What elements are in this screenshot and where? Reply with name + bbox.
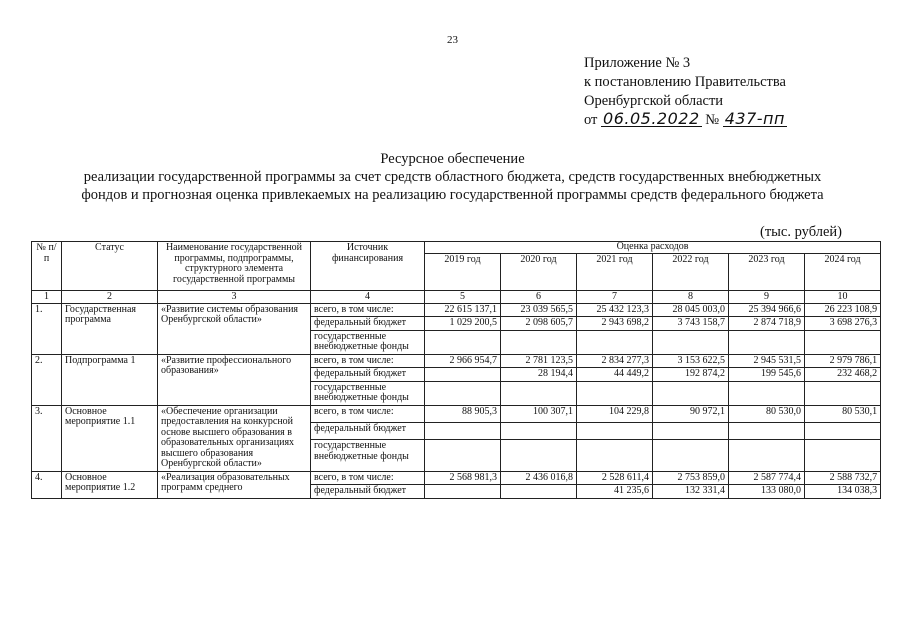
- row-num: 2.: [32, 354, 62, 405]
- row-source: федеральный бюджет: [311, 422, 425, 439]
- row-value: 133 080,0: [729, 485, 805, 499]
- row-value: 22 615 137,1: [425, 303, 501, 317]
- row-value: [425, 440, 501, 471]
- row-source: федеральный бюджет: [311, 368, 425, 382]
- row-source: федеральный бюджет: [311, 485, 425, 499]
- row-value: 44 449,2: [577, 368, 653, 382]
- appendix-block: [584, 54, 787, 130]
- row-source: всего, в том числе:: [311, 354, 425, 368]
- row-value: 2 781 123,5: [501, 354, 577, 368]
- row-value: 2 874 718,9: [729, 317, 805, 331]
- table-row: [32, 303, 881, 317]
- row-value: [729, 440, 805, 471]
- row-value: [501, 381, 577, 405]
- row-num: 3.: [32, 405, 62, 471]
- row-value: 88 905,3: [425, 405, 501, 422]
- column-index: 5: [425, 290, 501, 303]
- row-source: государственные внебюджетные фонды: [311, 330, 425, 354]
- row-value: [805, 330, 881, 354]
- header-year: 2024 год: [805, 253, 881, 290]
- row-value: 2 436 016,8: [501, 471, 577, 485]
- title-line-2: реализации государственной программы за счет средств областного бюджета, средств государственных внебюджетных: [83, 169, 822, 185]
- row-value: [501, 330, 577, 354]
- header-year: 2022 год: [653, 253, 729, 290]
- column-index: 1: [32, 290, 62, 303]
- row-value: [805, 422, 881, 439]
- header-row: [32, 242, 881, 254]
- column-index: 10: [805, 290, 881, 303]
- row-source: государственные внебюджетные фонды: [311, 440, 425, 471]
- row-name: «Обеспечение организации предоставления на конкурсной основе высшего образования в образовательных организациях высшего образования Оренбургской области»: [158, 405, 311, 471]
- row-value: 132 331,4: [653, 485, 729, 499]
- column-index: 2: [62, 290, 158, 303]
- row-value: 3 698 276,3: [805, 317, 881, 331]
- row-value: [425, 330, 501, 354]
- row-value: 2 753 859,0: [653, 471, 729, 485]
- row-value: 134 038,3: [805, 485, 881, 499]
- row-value: [653, 330, 729, 354]
- header-name: Наименование государственной программы, подпрограммы, структурного элемента государственной программы: [158, 242, 311, 291]
- row-value: 90 972,1: [653, 405, 729, 422]
- column-index: 7: [577, 290, 653, 303]
- row-value: 2 587 774,4: [729, 471, 805, 485]
- row-value: [425, 485, 501, 499]
- row-value: [729, 330, 805, 354]
- header-estimate: Оценка расходов: [425, 242, 881, 254]
- row-value: [805, 440, 881, 471]
- row-source: всего, в том числе:: [311, 405, 425, 422]
- row-status: Основное мероприятие 1.1: [62, 405, 158, 471]
- header-year: 2020 год: [501, 253, 577, 290]
- row-source: всего, в том числе:: [311, 303, 425, 317]
- document-title: [40, 150, 865, 204]
- row-value: 2 943 698,2: [577, 317, 653, 331]
- budget-table: [31, 241, 881, 499]
- row-value: [577, 440, 653, 471]
- row-value: 2 945 531,5: [729, 354, 805, 368]
- page-number: 23: [447, 34, 458, 46]
- row-value: 2 966 954,7: [425, 354, 501, 368]
- handwritten-number: 437-пп: [724, 109, 785, 128]
- column-index-row: [32, 290, 881, 303]
- row-value: 2 834 277,3: [577, 354, 653, 368]
- appendix-region: Оренбургской области: [584, 93, 724, 109]
- row-value: 2 588 732,7: [805, 471, 881, 485]
- row-value: 100 307,1: [501, 405, 577, 422]
- row-value: 104 229,8: [577, 405, 653, 422]
- header-year: 2021 год: [577, 253, 653, 290]
- row-value: 25 432 123,3: [577, 303, 653, 317]
- row-source: государственные внебюджетные фонды: [311, 381, 425, 405]
- row-value: [653, 381, 729, 405]
- row-value: [729, 422, 805, 439]
- row-value: [653, 422, 729, 439]
- row-value: 2 528 611,4: [577, 471, 653, 485]
- row-value: [577, 330, 653, 354]
- row-source: федеральный бюджет: [311, 317, 425, 331]
- appendix-date-line: [584, 111, 787, 130]
- row-value: 25 394 966,6: [729, 303, 805, 317]
- row-value: 28 194,4: [501, 368, 577, 382]
- row-status: Государственная программа: [62, 303, 158, 354]
- header-year: 2023 год: [729, 253, 805, 290]
- row-value: 199 545,6: [729, 368, 805, 382]
- row-value: 2 098 605,7: [501, 317, 577, 331]
- table-row: [32, 471, 881, 485]
- number-prefix: №: [705, 112, 720, 128]
- header-num: № п/п: [32, 242, 62, 291]
- row-value: 1 029 200,5: [425, 317, 501, 331]
- row-value: [425, 381, 501, 405]
- row-value: [501, 485, 577, 499]
- appendix-title: Приложение № 3: [584, 55, 691, 71]
- row-status: Основное мероприятие 1.2: [62, 471, 158, 498]
- row-value: [425, 368, 501, 382]
- row-value: 28 045 003,0: [653, 303, 729, 317]
- header-status: Статус: [62, 242, 158, 291]
- appendix-decree: к постановлению Правительства: [584, 74, 786, 90]
- row-value: 232 468,2: [805, 368, 881, 382]
- row-value: [501, 440, 577, 471]
- column-index: 3: [158, 290, 311, 303]
- row-value: [577, 381, 653, 405]
- column-index: 8: [653, 290, 729, 303]
- row-num: 1.: [32, 303, 62, 354]
- table-row: [32, 354, 881, 368]
- title-line-1: Ресурсное обеспечение: [380, 151, 525, 167]
- row-value: [501, 422, 577, 439]
- header-year: 2019 год: [425, 253, 501, 290]
- unit-label: (тыс. рублей): [760, 224, 842, 240]
- row-value: 3 743 158,7: [653, 317, 729, 331]
- handwritten-date: 06.05.2022: [603, 109, 700, 128]
- row-value: [729, 381, 805, 405]
- row-name: «Развитие профессионального образования»: [158, 354, 311, 405]
- row-value: 3 153 622,5: [653, 354, 729, 368]
- row-value: 2 568 981,3: [425, 471, 501, 485]
- row-num: 4.: [32, 471, 62, 498]
- column-index: 4: [311, 290, 425, 303]
- row-status: Подпрограмма 1: [62, 354, 158, 405]
- column-index: 6: [501, 290, 577, 303]
- row-value: 80 530,0: [729, 405, 805, 422]
- row-value: 80 530,1: [805, 405, 881, 422]
- date-prefix: от: [584, 112, 598, 128]
- row-value: 41 235,6: [577, 485, 653, 499]
- row-value: [425, 422, 501, 439]
- row-value: 192 874,2: [653, 368, 729, 382]
- row-source: всего, в том числе:: [311, 471, 425, 485]
- row-value: [805, 381, 881, 405]
- header-source: Источник финансирования: [311, 242, 425, 291]
- row-value: 23 039 565,5: [501, 303, 577, 317]
- row-value: [577, 422, 653, 439]
- row-name: «Развитие системы образования Оренбургской области»: [158, 303, 311, 354]
- row-value: 2 979 786,1: [805, 354, 881, 368]
- title-line-3: фондов и прогнозная оценка привлекаемых на реализацию государственной программы средств федерального бюджета: [81, 187, 824, 203]
- row-name: «Реализация образовательных программ среднего: [158, 471, 311, 498]
- table-row: [32, 405, 881, 422]
- column-index: 9: [729, 290, 805, 303]
- row-value: [653, 440, 729, 471]
- row-value: 26 223 108,9: [805, 303, 881, 317]
